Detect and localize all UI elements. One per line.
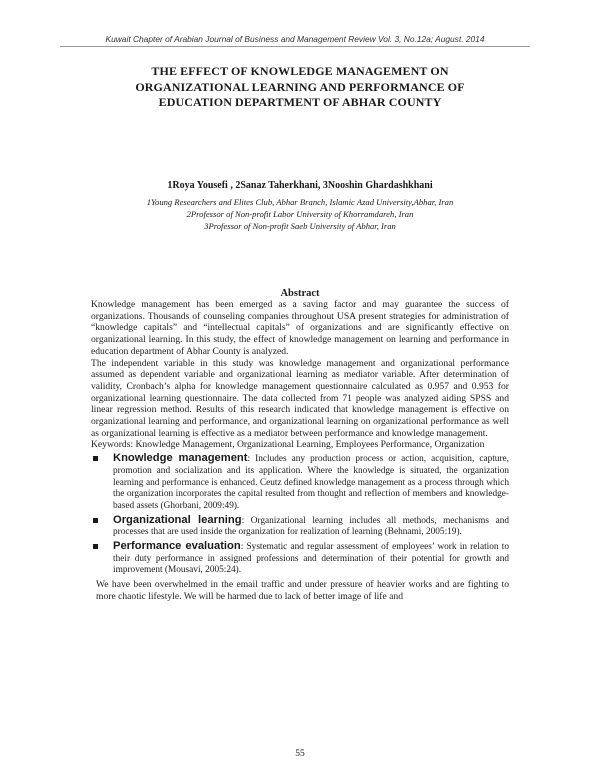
page-number: 55 [295,749,305,759]
definition-item [91,515,509,539]
title-line: EDUCATION DEPARTMENT OF ABHAR COUNTY [158,95,442,109]
author-list: 1Roya Yousefi , 2Sanaz Taherkhani, 3Nooshin Ghardashkhani [167,180,433,191]
title-line: THE EFFECT OF KNOWLEDGE MANAGEMENT ON [151,64,449,78]
keywords: Keywords: Knowledge Management, Organizational Learning, Employees Performance, Organization [91,439,485,451]
definition-text: : Organizational learning includes all methods, mechanisms and processes that are used inside the organization for realization of learning (Behnami, 2005:19). [113,515,510,538]
running-header: Kuwait Chapter of Arabian Journal of Business and Management Review Vol. 3, No.12a; August. 2014 [60,34,530,47]
abstract-paragraph: Knowledge management has been emerged as a saving factor and may guarantee the success of organizations. Thousands of counseling companies throughout USA present strategies for administration of “knowledge capitals” and “intellectual capitals” of organizations and are significantly effective on organizational learning. In this study, the effect of knowledge management on learning and performance in education department of Abhar County is analyzed. [91,299,509,357]
definition-item [91,541,509,577]
affiliation-3: 3Professor of Non-profit Saeb University of Abhar, Iran [204,221,396,231]
paper-title [80,64,520,111]
definition-term: Organizational learning [113,513,242,526]
definition-text: : Includes any production process or action, acquisition, capture, promotion and socialization and its application. Where the knowledge is situated, the organization learning and performance is enhanced. Ceutz defined knowledge management as a process through which the organization incorporates the capital resulted from thought and reflection of members and knowledge-based assets (Ghorbani, 2009:49). [113,454,509,511]
affiliation-1: 1Young Researchers and Elites Club, Abhar Branch, Islamic Azad University,Abhar, Iran [146,197,454,207]
definition-list [91,453,509,577]
square-bullet-icon [93,456,98,461]
closing-paragraph: We have been overwhelmed in the email traffic and under pressure of heavier works and are fighting to more chaotic lifestyle. We will be harmed due to lack of better image of life and [96,579,509,602]
definition-item [91,453,509,513]
square-bullet-icon [93,544,98,549]
abstract-heading: Abstract [280,288,320,299]
abstract-body [91,299,509,603]
definition-text: : Systematic and regular assessment of employees’ work in relation to their duty performance in assigned professions and determination of their potential for growth and improvement (Mousavi, 2005:24). [113,542,509,576]
square-bullet-icon [93,518,98,523]
affiliation-2: 2Professor of Non-profit Labor University of Khorramdareh, Iran [186,209,414,219]
abstract-paragraph: The independent variable in this study was knowledge management and organizational performance assumed as dependent variable and organizational learning as mediator variable. After determination of validity, Cronbach’s alpha for knowledge management questionnaire calculated as 0.957 and 0.953 for organizational learning questionnaire. The data collected from 71 people was analyzed aiding SPSS and linear regression method. Results of this research indicated that knowledge management is effective on organizational learning and performance, and organizational learning on organizational performance as well as organizational learning is effective as a mediator between performance and knowledge management. [91,357,509,439]
title-line: ORGANIZATIONAL LEARNING AND PERFORMANCE OF [135,79,465,94]
definition-term: Performance evaluation [113,540,241,553]
definition-term: Knowledge management [113,452,248,465]
